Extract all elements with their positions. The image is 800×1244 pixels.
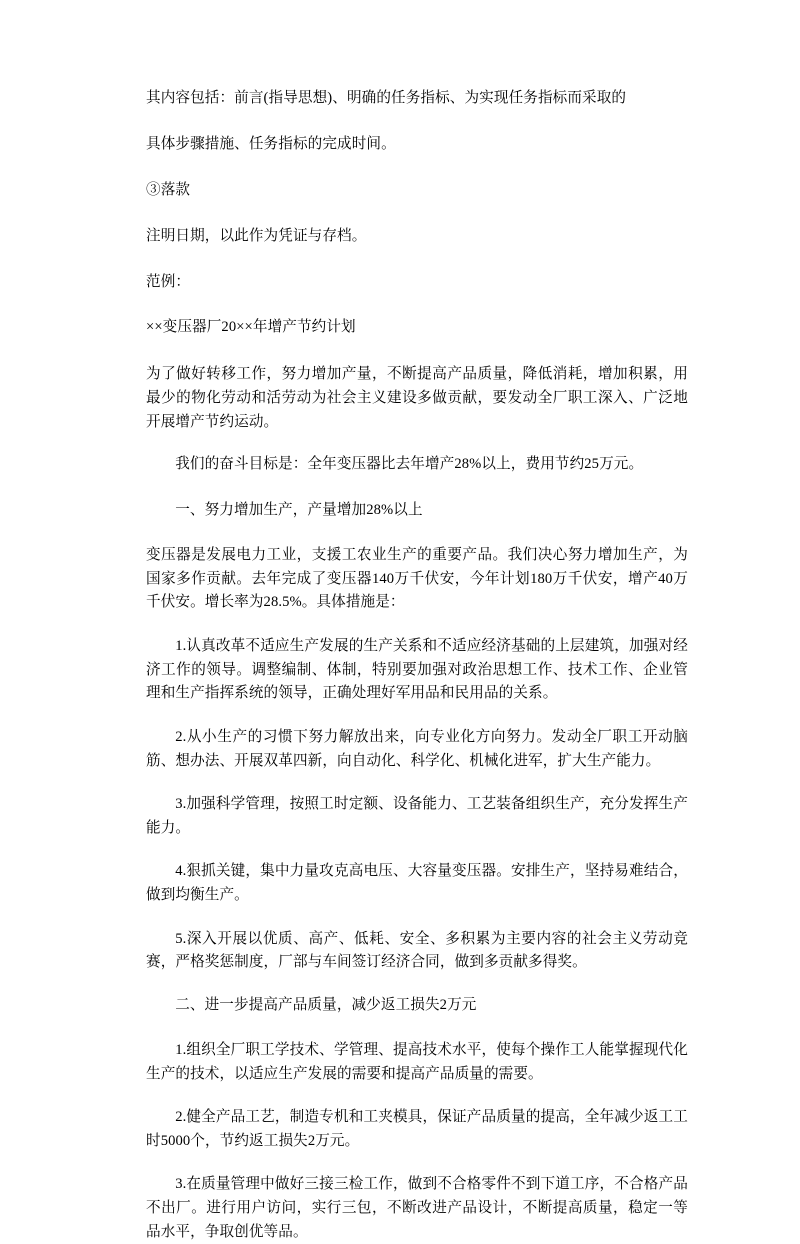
section-heading-one: 一、努力增加生产，产量增加28%以上 xyxy=(175,502,423,519)
section-heading-two: 二、进一步提高产品质量，减少返工损失2万元 xyxy=(175,997,477,1014)
paragraph-signature-heading: ③落款 xyxy=(146,181,191,198)
paragraph-intro-contents: 其内容包括：前言(指导思想)、明确的任务指标、为实现任务指标而采取的 xyxy=(146,90,627,106)
list-item-1-3: 3.加强科学管理，按照工时定额、设备能力、工艺装备组织生产，充分发挥生产能力。 xyxy=(146,796,688,836)
list-item-2-3: 3.在质量管理中做好三接三检工作，做到不合格零件不到下道工序，不合格产品不出厂。进行用户访问，实行三包，不断改进产品设计，不断提高质量，稳定一等品水平，争取创优等品。 xyxy=(146,1176,688,1240)
list-item-2-1: 1.组织全厂职工学技术、学管理、提高技术水平，使每个操作工人能掌握现代化生产的技术，以适应生产发展的需要和提高产品质量的需要。 xyxy=(146,1041,688,1082)
document-body xyxy=(146,88,688,1244)
paragraph-preamble: 为了做好转移工作，努力增加产量，不断提高产品质量，降低消耗，增加积累，用最少的物化劳动和活劳动为社会主义建设多做贡献，要发动全厂职工深入、广泛地开展增产节约运动。 xyxy=(146,366,688,430)
list-item-2-2: 2.健全产品工艺，制造专机和工夹模具，保证产品质量的提高，全年减少返工工时5000个，节约返工损失2万元。 xyxy=(146,1109,688,1149)
document-title: ××变压器厂20××年增产节约计划 xyxy=(146,319,356,336)
paragraph-section-one-intro: 变压器是发展电力工业，支援工农业生产的重要产品。我们决心努力增加生产，为国家多作贡献。去年完成了变压器140万千伏安，今年计划180万千伏安，增产40万千伏安。增长率为28.5%。具体措施是： xyxy=(146,547,688,611)
list-item-1-5: 5.深入开展以优质、高产、低耗、安全、多积累为主要内容的社会主义劳动竞赛，严格奖惩制度，厂部与车间签订经济合同，做到多贡献多得奖。 xyxy=(146,930,688,971)
list-item-1-1: 1.认真改革不适应生产发展的生产关系和不适应经济基础的上层建筑，加强对经济工作的领导。调整编制、体制，特别要加强对政治思想工作、技术工作、企业管理和生产指挥系统的领导，正确处理好军用品和民用品的关系。 xyxy=(146,637,688,702)
paragraph-example-label: 范例： xyxy=(146,273,191,290)
list-item-1-2: 2.从小生产的习惯下努力解放出来，向专业化方向努力。发动全厂职工开动脑筋、想办法、开展双革四新，向自动化、科学化、机械化进军，扩大生产能力。 xyxy=(146,728,688,769)
paragraph-intro-steps: 具体步骤措施、任务指标的完成时间。 xyxy=(146,135,396,152)
list-item-1-4: 4.狠抓关键，集中力量攻克高电压、大容量变压器。安排生产，坚持易难结合，做到均衡生产。 xyxy=(146,863,688,904)
paragraph-date-note: 注明日期，以此作为凭证与存档。 xyxy=(146,227,367,244)
paragraph-goal: 我们的奋斗目标是：全年变压器比去年增产28%以上，费用节约25万元。 xyxy=(175,456,644,473)
